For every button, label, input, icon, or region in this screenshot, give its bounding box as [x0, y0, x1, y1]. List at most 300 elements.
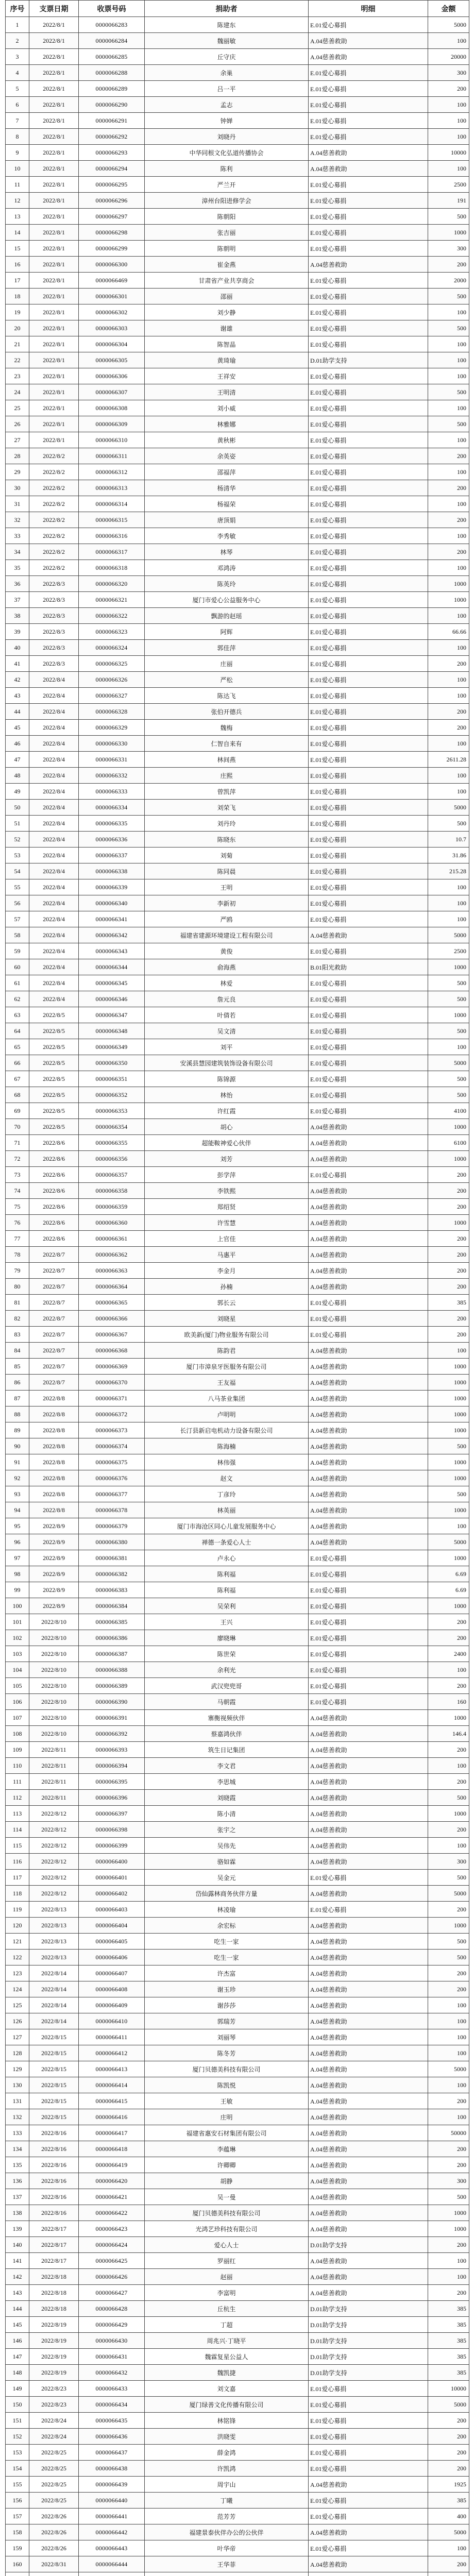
cell-amount: 200	[428, 1965, 469, 1981]
cell-index: 140	[6, 2237, 29, 2253]
cell-receipt-number: 0000066291	[79, 113, 145, 129]
cell-date: 2022/8/1	[29, 384, 79, 400]
table-row	[6, 1582, 469, 1598]
table-row	[6, 2493, 469, 2509]
cell-detail: A.04慈善救助	[309, 1950, 428, 1965]
cell-receipt-number: 0000066391	[79, 1710, 145, 1726]
table-row	[6, 432, 469, 448]
cell-date: 2022/8/9	[29, 1566, 79, 1582]
cell-detail: E.01爱心募捐	[309, 1295, 428, 1311]
cell-date: 2022/8/24	[29, 2429, 79, 2445]
cell-donor: 庄明	[145, 2109, 309, 2125]
cell-amount: 100	[428, 336, 469, 352]
cell-date: 2022/8/26	[29, 2540, 79, 2556]
table-row	[6, 2253, 469, 2269]
cell-donor: 薛金鸿	[145, 2445, 309, 2461]
cell-date: 2022/8/8	[29, 1438, 79, 1454]
column-header-date: 支票日期	[29, 1, 79, 17]
table-row	[6, 1023, 469, 1039]
table-row	[6, 2509, 469, 2524]
table-row	[6, 2061, 469, 2077]
cell-date: 2022/8/6	[29, 1151, 79, 1167]
cell-date: 2022/8/10	[29, 1646, 79, 1662]
cell-date: 2022/8/10	[29, 1614, 79, 1630]
cell-donor: 仁智自来有	[145, 736, 309, 752]
cell-receipt-number: 0000066334	[79, 800, 145, 816]
cell-donor: 刘晓星	[145, 1311, 309, 1327]
cell-receipt-number: 0000066397	[79, 1806, 145, 1822]
cell-detail: E.01爱心募捐	[309, 1055, 428, 1071]
cell-donor: 叶华帝	[145, 2540, 309, 2556]
cell-date: 2022/8/7	[29, 1375, 79, 1391]
cell-index: 104	[6, 1662, 29, 1678]
cell-receipt-number: 0000066432	[79, 2365, 145, 2381]
cell-detail: E.01爱心募捐	[309, 528, 428, 544]
cell-date: 2022/8/15	[29, 2077, 79, 2093]
cell-date: 2022/8/9	[29, 1598, 79, 1614]
cell-date: 2022/8/7	[29, 1327, 79, 1343]
table-row	[6, 1662, 469, 1678]
table-row	[6, 1087, 469, 1103]
cell-donor: 叶倩若	[145, 1007, 309, 1023]
cell-receipt-number: 0000066310	[79, 432, 145, 448]
cell-amount: 100	[428, 672, 469, 688]
cell-detail: A.04慈善救助	[309, 1886, 428, 1902]
cell-donor: 刘文嘉	[145, 2381, 309, 2397]
cell-donor: 许卿卿	[145, 2157, 309, 2173]
cell-donor: 李铁熙	[145, 1183, 309, 1199]
cell-date: 2022/8/11	[29, 1742, 79, 1758]
cell-index: 149	[6, 2381, 29, 2397]
cell-detail: A.04慈善救助	[309, 1247, 428, 1263]
cell-detail: E.01爱心募捐	[309, 784, 428, 800]
cell-receipt-number: 0000066290	[79, 97, 145, 113]
column-header-detail: 明细	[309, 1, 428, 17]
cell-date: 2022/8/6	[29, 1199, 79, 1215]
table-row	[6, 1279, 469, 1295]
table-row	[6, 640, 469, 656]
cell-date: 2022/8/7	[29, 1247, 79, 1263]
cell-donor: 筑生日记集团	[145, 1742, 309, 1758]
cell-detail: E.01爱心募捐	[309, 943, 428, 959]
cell-receipt-number: 0000066369	[79, 1359, 145, 1375]
cell-detail: E.01爱心募捐	[309, 2540, 428, 2556]
table-row	[6, 1406, 469, 1422]
cell-amount: 10000	[428, 145, 469, 161]
cell-receipt-number: 0000066388	[79, 1662, 145, 1678]
cell-date: 2022/8/10	[29, 1710, 79, 1726]
cell-detail: A.04慈善救助	[309, 2253, 428, 2269]
cell-index: 130	[6, 2077, 29, 2093]
cell-date: 2022/8/11	[29, 1758, 79, 1774]
cell-date: 2022/8/26	[29, 2509, 79, 2524]
cell-index: 156	[6, 2493, 29, 2509]
cell-date: 2022/8/31	[29, 2556, 79, 2572]
cell-receipt-number: 0000066368	[79, 1343, 145, 1359]
cell-date: 2022/8/4	[29, 672, 79, 688]
cell-amount: 200	[428, 1231, 469, 1247]
cell-date: 2022/8/4	[29, 927, 79, 943]
cell-detail: E.01爱心募捐	[309, 656, 428, 672]
cell-detail: E.01爱心募捐	[309, 2429, 428, 2445]
cell-index: 83	[6, 1327, 29, 1343]
cell-receipt-number: 0000066393	[79, 1742, 145, 1758]
cell-amount: 200	[428, 1311, 469, 1327]
cell-date: 2022/8/9	[29, 1518, 79, 1534]
cell-donor: 郑绍贤	[145, 1199, 309, 1215]
cell-detail: A.04慈善救助	[309, 2045, 428, 2061]
cell-detail: E.01爱心募捐	[309, 1646, 428, 1662]
cell-date: 2022/8/4	[29, 895, 79, 911]
cell-receipt-number: 0000066320	[79, 576, 145, 592]
cell-detail: E.01爱心募捐	[309, 608, 428, 624]
cell-detail: A.04慈善救助	[309, 1215, 428, 1231]
cell-amount: 200	[428, 1774, 469, 1790]
cell-index: 127	[6, 2029, 29, 2045]
cell-receipt-number: 0000066373	[79, 1422, 145, 1438]
cell-index: 100	[6, 1598, 29, 1614]
table-row	[6, 2093, 469, 2109]
table-row	[6, 1071, 469, 1087]
cell-donor: 丘杭生	[145, 2301, 309, 2317]
cell-index: 53	[6, 848, 29, 863]
cell-index: 50	[6, 800, 29, 816]
cell-date: 2022/8/16	[29, 2205, 79, 2221]
cell-index: 108	[6, 1726, 29, 1742]
cell-donor: 甘肃省产业共享商会	[145, 273, 309, 289]
cell-date: 2022/8/2	[29, 448, 79, 464]
cell-index: 27	[6, 432, 29, 448]
cell-index: 109	[6, 1742, 29, 1758]
cell-receipt-number: 0000066420	[79, 2173, 145, 2189]
cell-detail: E.01爱心募捐	[309, 768, 428, 784]
cell-detail: A.04慈善救助	[309, 2221, 428, 2237]
table-row	[6, 2045, 469, 2061]
cell-amount: 1000	[428, 1502, 469, 1518]
cell-amount: 500	[428, 1870, 469, 1886]
cell-donor: 上官佳	[145, 1231, 309, 1247]
cell-receipt-number: 0000066418	[79, 2141, 145, 2157]
table-row	[6, 1934, 469, 1950]
cell-receipt-number: 0000066469	[79, 273, 145, 289]
table-row	[6, 1375, 469, 1391]
cell-amount: 500	[428, 1934, 469, 1950]
cell-donor: 孟志	[145, 97, 309, 113]
cell-date: 2022/8/1	[29, 81, 79, 97]
cell-index: 64	[6, 1023, 29, 1039]
cell-amount: 500	[428, 1071, 469, 1087]
cell-detail: A.04慈善救助	[309, 2556, 428, 2572]
cell-receipt-number: 0000066390	[79, 1694, 145, 1710]
cell-date: 2022/8/1	[29, 97, 79, 113]
cell-amount: 100	[428, 33, 469, 49]
table-row	[6, 97, 469, 113]
cell-index: 69	[6, 1103, 29, 1119]
cell-detail: A.04慈善救助	[309, 1726, 428, 1742]
cell-detail: A.04慈善救助	[309, 2173, 428, 2189]
table-row	[6, 1247, 469, 1263]
cell-donor: 爱心人士	[145, 2237, 309, 2253]
cell-donor: 阿辉	[145, 624, 309, 640]
cell-receipt-number: 0000066381	[79, 1550, 145, 1566]
cell-receipt-number: 0000066294	[79, 161, 145, 177]
cell-amount: 100	[428, 2540, 469, 2556]
cell-receipt-number: 0000066323	[79, 624, 145, 640]
cell-date: 2022/8/6	[29, 1183, 79, 1199]
cell-date: 2022/8/3	[29, 592, 79, 608]
cell-index: 63	[6, 1007, 29, 1023]
table-row	[6, 2141, 469, 2157]
cell-donor: 孙楠	[145, 1279, 309, 1295]
cell-receipt-number: 0000066392	[79, 1726, 145, 1742]
cell-receipt-number: 0000066389	[79, 1678, 145, 1694]
cell-amount: 385	[428, 2301, 469, 2317]
cell-receipt-number: 0000066283	[79, 17, 145, 33]
cell-index: 139	[6, 2221, 29, 2237]
cell-detail	[309, 2572, 428, 2576]
cell-date: 2022/8/5	[29, 1103, 79, 1119]
table-row	[6, 480, 469, 496]
cell-donor: 许红霞	[145, 1103, 309, 1119]
cell-amount: 200	[428, 544, 469, 560]
cell-index: 91	[6, 1454, 29, 1470]
cell-index: 28	[6, 448, 29, 464]
table-row	[6, 2381, 469, 2397]
cell-receipt-number: 0000066422	[79, 2205, 145, 2221]
cell-receipt-number: 0000066378	[79, 1502, 145, 1518]
cell-detail: A.04慈善救助	[309, 1758, 428, 1774]
table-row	[6, 2205, 469, 2221]
cell-index: 78	[6, 1247, 29, 1263]
cell-amount: 500	[428, 991, 469, 1007]
cell-donor: 寨衡视频伙伴	[145, 1710, 309, 1726]
cell-detail: E.01爱心募捐	[309, 1167, 428, 1183]
cell-index: 16	[6, 257, 29, 273]
cell-donor: 中华同根文化弘道传播协会	[145, 145, 309, 161]
table-row	[6, 65, 469, 81]
cell-date: 2022/8/13	[29, 1934, 79, 1950]
cell-date: 2022/8/1	[29, 241, 79, 257]
cell-receipt-number: 0000066440	[79, 2493, 145, 2509]
cell-date: 2022/8/10	[29, 1630, 79, 1646]
cell-receipt-number: 0000066346	[79, 991, 145, 1007]
cell-date: 2022/8/13	[29, 1902, 79, 1918]
cell-receipt-number: 0000066352	[79, 1087, 145, 1103]
cell-amount: 200	[428, 448, 469, 464]
cell-donor: 谢玉珍	[145, 1981, 309, 1997]
cell-date: 2022/8/17	[29, 2253, 79, 2269]
cell-amount: 100	[428, 113, 469, 129]
cell-detail: A.04慈善救助	[309, 1438, 428, 1454]
cell-donor: 吴伟先	[145, 1838, 309, 1854]
cell-amount: 5000	[428, 2397, 469, 2413]
cell-amount: 200	[428, 2556, 469, 2572]
cell-date: 2022/8/16	[29, 2125, 79, 2141]
cell-detail: E.01爱心募捐	[309, 576, 428, 592]
cell-receipt-number: 0000066406	[79, 1950, 145, 1965]
cell-index: 74	[6, 1183, 29, 1199]
cell-date: 2022/8/17	[29, 2237, 79, 2253]
cell-detail: E.01爱心募捐	[309, 512, 428, 528]
cell-index: 138	[6, 2205, 29, 2221]
cell-detail: E.01爱心募捐	[309, 320, 428, 336]
cell-detail: A.04慈善救助	[309, 2524, 428, 2540]
table-row	[6, 1710, 469, 1726]
cell-index: 152	[6, 2429, 29, 2445]
cell-donor: 卢明明	[145, 1406, 309, 1422]
cell-amount: 66.66	[428, 624, 469, 640]
cell-index: 157	[6, 2509, 29, 2524]
cell-donor: 钟婵	[145, 113, 309, 129]
cell-donor: 陈同晨	[145, 863, 309, 879]
table-row	[6, 1470, 469, 1486]
cell-receipt-number: 0000066398	[79, 1822, 145, 1838]
table-row	[6, 2285, 469, 2301]
cell-detail: E.01爱心募捐	[309, 752, 428, 768]
cell-donor: 许杰富	[145, 1965, 309, 1981]
cell-amount: 200	[428, 1263, 469, 1279]
cell-detail: A.04慈善救助	[309, 1965, 428, 1981]
cell-date: 2022/8/17	[29, 2221, 79, 2237]
cell-receipt-number: 0000066309	[79, 416, 145, 432]
cell-date: 2022/8/26	[29, 2524, 79, 2540]
cell-detail: A.04慈善救助	[309, 2077, 428, 2093]
table-row	[6, 1311, 469, 1327]
cell-receipt-number: 0000066298	[79, 225, 145, 241]
cell-donor: 陈晓东	[145, 832, 309, 848]
cell-date: 2022/8/7	[29, 1279, 79, 1295]
cell-donor: 魏凯捷	[145, 2365, 309, 2381]
cell-detail: A.04慈善救助	[309, 1279, 428, 1295]
cell-donor: 王敏	[145, 2093, 309, 2109]
cell-receipt-number: 0000066324	[79, 640, 145, 656]
cell-detail: A.04慈善救助	[309, 1183, 428, 1199]
cell-index: 59	[6, 943, 29, 959]
cell-detail: E.01爱心募捐	[309, 2381, 428, 2397]
cell-index: 142	[6, 2269, 29, 2285]
cell-date: 2022/8/15	[29, 2029, 79, 2045]
cell-donor: 张伯开德兵	[145, 704, 309, 720]
table-row	[6, 752, 469, 768]
cell-index: 70	[6, 1119, 29, 1135]
cell-amount: 100	[428, 368, 469, 384]
cell-donor: 陈利福	[145, 1582, 309, 1598]
cell-date: 2022/8/16	[29, 2173, 79, 2189]
table-row	[6, 81, 469, 97]
cell-index: 68	[6, 1087, 29, 1103]
cell-amount: 500	[428, 1950, 469, 1965]
cell-date: 2022/8/8	[29, 1422, 79, 1438]
cell-amount: 385	[428, 2365, 469, 2381]
cell-amount: 100	[428, 736, 469, 752]
cell-date: 2022/8/6	[29, 1231, 79, 1247]
cell-donor: 陈朝明	[145, 241, 309, 257]
cell-receipt-number: 0000066340	[79, 895, 145, 911]
cell-detail: E.01爱心募捐	[309, 816, 428, 832]
cell-donor: 陈达飞	[145, 688, 309, 704]
cell-receipt-number: 0000066426	[79, 2269, 145, 2285]
cell-donor: 李秀敏	[145, 528, 309, 544]
cell-receipt-number: 0000066377	[79, 1486, 145, 1502]
cell-donor: 刘晓霞	[145, 1790, 309, 1806]
cell-date: 2022/8/1	[29, 400, 79, 416]
cell-amount: 100	[428, 496, 469, 512]
cell-donor: 李文君	[145, 1758, 309, 1774]
cell-date: 2022/8/16	[29, 2157, 79, 2173]
cell-index: 120	[6, 1918, 29, 1934]
cell-date: 2022/8/1	[29, 289, 79, 304]
cell-donor: 林伟强	[145, 1454, 309, 1470]
cell-index: 49	[6, 784, 29, 800]
cell-date: 2022/8/8	[29, 1470, 79, 1486]
cell-detail: A.04慈善救助	[309, 49, 428, 65]
cell-receipt-number: 0000066288	[79, 65, 145, 81]
cell-index: 154	[6, 2461, 29, 2477]
cell-receipt-number: 0000066316	[79, 528, 145, 544]
table-row	[6, 464, 469, 480]
cell-donor: 郭佳萍	[145, 640, 309, 656]
cell-date: 2022/8/3	[29, 624, 79, 640]
table-row	[6, 2173, 469, 2189]
cell-receipt-number: 0000066431	[79, 2349, 145, 2365]
cell-date: 2022/8/8	[29, 1406, 79, 1422]
table-row	[6, 911, 469, 927]
cell-donor: 陈朝阳	[145, 209, 309, 225]
cell-date: 2022/8/19	[29, 2333, 79, 2349]
cell-index: 57	[6, 911, 29, 927]
cell-receipt-number: 0000066414	[79, 2077, 145, 2093]
cell-detail: E.01爱心募捐	[309, 496, 428, 512]
cell-receipt-number: 0000066327	[79, 688, 145, 704]
cell-detail: A.04慈善救助	[309, 2125, 428, 2141]
cell-amount: 100	[428, 2013, 469, 2029]
table-row	[6, 2237, 469, 2253]
cell-index: 11	[6, 177, 29, 193]
header-row	[6, 1, 469, 17]
cell-amount: 100	[428, 2269, 469, 2285]
table-row	[6, 1630, 469, 1646]
cell-amount: 4100	[428, 1103, 469, 1119]
cell-donor: 郭长云	[145, 1295, 309, 1311]
cell-amount: 100	[428, 640, 469, 656]
cell-amount: 200	[428, 1630, 469, 1646]
cell-donor: 林英丽	[145, 1502, 309, 1518]
cell-detail: A.04慈善救助	[309, 2013, 428, 2029]
cell-index: 26	[6, 416, 29, 432]
cell-date: 2022/8/7	[29, 1343, 79, 1359]
cell-detail: A.04慈善救助	[309, 1422, 428, 1438]
cell-amount: 6.69	[428, 1582, 469, 1598]
table-row	[6, 273, 469, 289]
cell-amount: 100	[428, 161, 469, 177]
cell-amount: 1000	[428, 1215, 469, 1231]
cell-amount: 200	[428, 1167, 469, 1183]
table-row	[6, 1007, 469, 1023]
cell-amount	[428, 2572, 469, 2576]
cell-date: 2022/8/11	[29, 1790, 79, 1806]
cell-amount: 5000	[428, 800, 469, 816]
cell-index: 21	[6, 336, 29, 352]
cell-receipt-number: 0000066302	[79, 304, 145, 320]
cell-receipt-number: 0000066366	[79, 1311, 145, 1327]
cell-detail: E.01爱心募捐	[309, 2461, 428, 2477]
cell-amount: 200	[428, 2413, 469, 2429]
cell-amount: 100	[428, 1039, 469, 1055]
table-row	[6, 1502, 469, 1518]
cell-detail: E.01爱心募捐	[309, 879, 428, 895]
table-row	[6, 688, 469, 704]
cell-index: 56	[6, 895, 29, 911]
